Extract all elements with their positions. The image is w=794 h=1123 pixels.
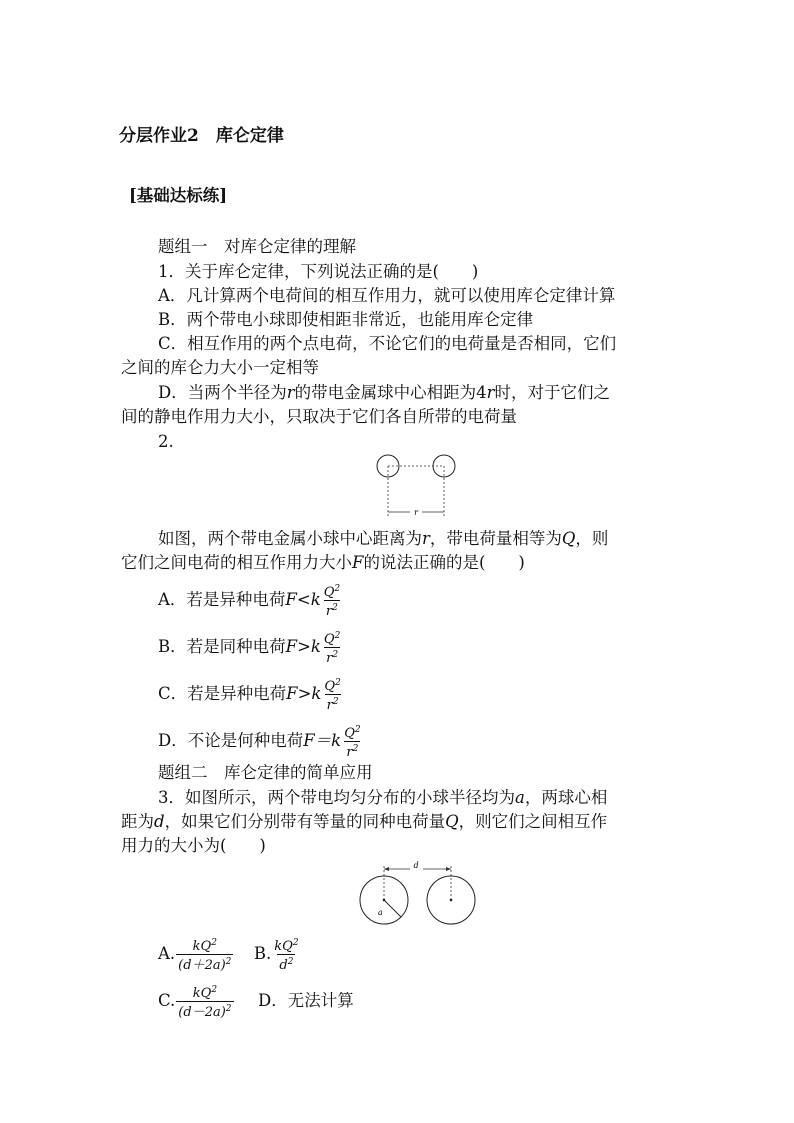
q1-option-d-line1: D．当两个半径为r的带电金属球中心相距为4r时，对于它们之 (158, 383, 611, 402)
q3-stem-line3: 用力的大小为( ) (121, 836, 266, 855)
distance-label-r: r (414, 508, 418, 517)
q2-figure (370, 448, 470, 522)
distance-label-d: d (413, 861, 419, 870)
q1-option-c-line1: C．相互作用的两个点电荷，不论它们的电荷量是否相同，它们 (158, 334, 617, 353)
group-heading: 题组二 库仑定律的简单应用 (158, 763, 373, 782)
q1-option-d-line2: 间的静电作用力大小，只取决于它们各自所带的电荷量 (121, 407, 517, 426)
question-2-number: 2. (158, 432, 174, 451)
radius-label-a: a (378, 908, 383, 917)
group-heading: 题组一 对库仑定律的理解 (158, 237, 356, 256)
q3-stem-line1: 3．如图所示，两个带电均匀分布的小球半径均为a，两球心相 (158, 788, 608, 807)
q2-stem-line2: 它们之间电荷的相互作用力大小F的说法正确的是( ) (121, 553, 525, 572)
q3-options-ab: A. $\frac{kQ^2}{(d+2a)^2}$ B. $\frac{kQ^2}{d^2}$ (158, 938, 299, 973)
q2-option-a: A．若是异种电荷F<k $\frac{Q^2}{r^2}$ (158, 584, 341, 619)
q3-options-cd: C. $\frac{kQ^2}{(d-2a)^2}$ D．无法计算 (158, 985, 354, 1020)
q2-stem-line1: 如图，两个带电金属小球中心距离为r，带电荷量相等为Q，则 (158, 529, 609, 548)
q2-option-b: B．若是同种电荷F>k $\frac{Q^2}{r^2}$ (158, 631, 341, 666)
q1-option-a: A．凡计算两个电荷间的相互作用力，就可以使用库仑定律计算 (158, 286, 616, 305)
q1-option-b: B．两个带电小球即使相距非常近，也能用库仑定律 (158, 310, 534, 329)
q1-option-c-line2: 之间的库仑力大小一定相等 (121, 358, 319, 377)
page-title: 分层作业2 库仑定律 (119, 126, 284, 146)
q3-stem-line2: 距为d，如果它们分别带有等量的同种电荷量Q，则它们之间相互作 (121, 812, 608, 831)
question-1-stem: 1．关于库仑定律，下列说法正确的是( ) (158, 262, 479, 281)
q2-option-d: D．不论是何种电荷F＝k $\frac{Q^2}{r^2}$ (158, 725, 361, 760)
q2-option-c: C．若是异种电荷F>k $\frac{Q^2}{r^2}$ (158, 678, 341, 713)
q3-figure (355, 858, 480, 928)
section-heading: [基础达标练] (129, 186, 228, 205)
